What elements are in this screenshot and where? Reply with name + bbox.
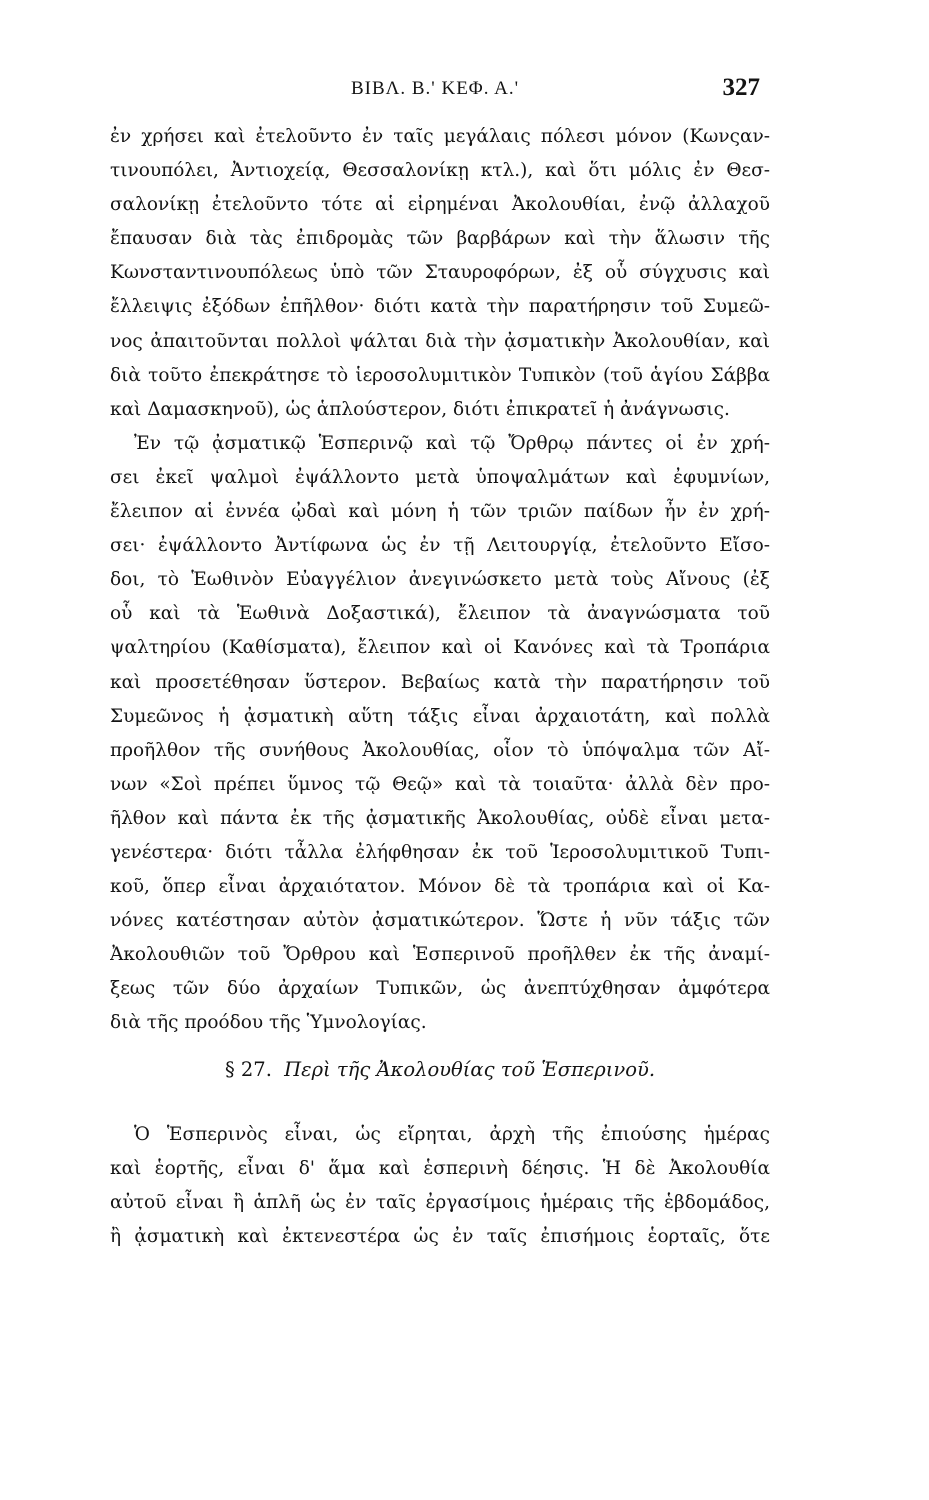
text-line: οὗ καὶ τὰ Ἑωθινὰ Δοξαστικά), ἔλειπον τὰ ἀναγνώσματα τοῦ	[110, 603, 770, 625]
text-line: ἔπαυσαν διὰ τὰς ἐπιδρομὰς τῶν βαρβάρων καὶ τὴν ἅλωσιν τῆς	[110, 228, 770, 250]
text-line: κοῦ, ὅπερ εἶναι ἀρχαιότατον. Μόνον δὲ τὰ τροπάρια καὶ οἱ Κα-	[110, 876, 770, 898]
text-line: νων «Σοὶ πρέπει ὕμνος τῷ Θεῷ» καὶ τὰ τοιαῦτα· ἀλλὰ δὲν προ-	[110, 773, 770, 795]
paragraph-3	[110, 1118, 770, 1254]
text-line: διὰ τῆς προόδου τῆς Ὑμνολογίας.	[110, 1012, 427, 1034]
text-line: ἔλλειψις ἐξόδων ἐπῆλθον· διότι κατὰ τὴν παρατήρησιν τοῦ Συμεῶ-	[110, 296, 770, 318]
text-line: ψαλτηρίου (Καθίσματα), ἔλειπον καὶ οἱ Κανόνες καὶ τὰ Τροπάρια	[110, 637, 770, 659]
text-line: ἔλειπον αἱ ἐννέα ᾠδαὶ καὶ μόνη ἡ τῶν τριῶν παίδων ἦν ἐν χρή-	[110, 501, 770, 523]
running-title: ΒΙΒΛ. Β.' ΚΕΦ. Α.'	[350, 78, 520, 99]
text-line: διὰ τοῦτο ἐπεκράτησε τὸ ἱεροσολυμιτικὸν Τυπικὸν (τοῦ ἁγίου Σάββα	[110, 364, 770, 386]
paragraph-1	[110, 120, 770, 427]
section-heading	[110, 1052, 770, 1088]
text-line: τινουπόλει, Ἀντιοχείᾳ, Θεσσαλονίκῃ κτλ.), καὶ ὅτι μόλις ἐν Θεσ-	[110, 160, 770, 182]
text-line: αὐτοῦ εἶναι ἢ ἁπλῆ ὡς ἐν ταῖς ἐργασίμοις ἡμέραις τῆς ἑβδομάδος,	[110, 1192, 770, 1214]
text-line: ἢ ᾀσματικὴ καὶ ἐκτενεστέρα ὡς ἐν ταῖς ἐπισήμοις ἑορταῖς, ὅτε	[110, 1226, 770, 1248]
text-line: γενέστερα· διότι τἆλλα ἐλήφθησαν ἐκ τοῦ Ἱεροσολυμιτικοῦ Τυπι-	[110, 841, 770, 863]
text-line: καὶ ἑορτῆς, εἶναι δ' ἅμα καὶ ἑσπερινὴ δέησις. Ἡ δὲ Ἀκολουθία	[110, 1158, 770, 1180]
text-line: Συμεῶνος ἡ ᾀσματικὴ αὕτη τάξις εἶναι ἀρχαιοτάτη, καὶ πολλὰ	[110, 705, 770, 727]
text-line: νος ἀπαιτοῦνται πολλοὶ ψάλται διὰ τὴν ᾀσματικὴν Ἀκολουθίαν, καὶ	[110, 330, 770, 352]
section-number: § 27.	[224, 1058, 272, 1081]
text-line: ῆλθον καὶ πάντα ἐκ τῆς ᾀσματικῆς Ἀκολουθίας, οὐδὲ εἶναι μετα-	[110, 807, 770, 829]
text-line: προῆλθον τῆς συνήθους Ἀκολουθίας, οἷον τὸ ὑπόψαλμα τῶν Αἴ-	[110, 739, 770, 761]
text-line: καὶ προσετέθησαν ὕστερον. Βεβαίως κατὰ τὴν παρατήρησιν τοῦ	[110, 671, 770, 693]
section-title: Περὶ τῆς Ἀκολουθίας τοῦ Ἑσπερινοῦ.	[284, 1058, 656, 1081]
text-line: ἐν χρήσει καὶ ἐτελοῦντο ἐν ταῖς μεγάλαις πόλεσι μόνον (Κωνςαν-	[110, 126, 770, 147]
text-line: νόνες κατέστησαν αὐτὸν ᾀσματικώτερον. Ὥστε ἡ νῦν τάξις τῶν	[110, 910, 770, 932]
text-line: Ἐν τῷ ᾀσματικῷ Ἑσπερινῷ καὶ τῷ Ὄρθρῳ πάντες οἱ ἐν χρή-	[134, 432, 770, 454]
text-block-section	[110, 1118, 770, 1254]
text-line: Ἀκολουθιῶν τοῦ Ὄρθρου καὶ Ἑσπερινοῦ προῆλθεν ἐκ τῆς ἀναμί-	[110, 944, 770, 966]
page-number: 327	[722, 74, 760, 101]
text-block-main	[110, 120, 770, 1041]
text-line: Ὁ Ἑσπερινὸς εἶναι, ὡς εἴρηται, ἀρχὴ τῆς ἐπιούσης ἡμέρας	[134, 1124, 770, 1145]
running-head	[110, 74, 760, 108]
text-line: δοι, τὸ Ἑωθινὸν Εὐαγγέλιον ἀνεγινώσκετο μετὰ τοὺς Αἴνους (ἐξ	[110, 569, 770, 591]
paragraph-2	[110, 427, 770, 1041]
text-line: σει ἐκεῖ ψαλμοὶ ἐψάλλοντο μετὰ ὑποψαλμάτων καὶ ἐφυμνίων,	[110, 466, 770, 488]
text-line: σει· ἐψάλλοντο Ἀντίφωνα ὡς ἐν τῇ Λειτουργίᾳ, ἐτελοῦντο Εἴσο-	[110, 535, 770, 557]
text-line: σαλονίκῃ ἐτελοῦντο τότε αἱ εἰρημέναι Ἀκολουθίαι, ἐνῷ ἀλλαχοῦ	[110, 194, 770, 216]
text-line: καὶ Δαμασκηνοῦ), ὡς ἁπλούστερον, διότι ἐπικρατεῖ ἡ ἀνάγνωσις.	[110, 398, 730, 420]
text-line: ξεως τῶν δύο ἀρχαίων Τυπικῶν, ὡς ἀνεπτύχθησαν ἀμφότερα	[110, 978, 770, 1000]
text-line: Κωνσταντινουπόλεως ὑπὸ τῶν Σταυροφόρων, ἐξ οὗ σύγχυσις καὶ	[110, 262, 770, 284]
